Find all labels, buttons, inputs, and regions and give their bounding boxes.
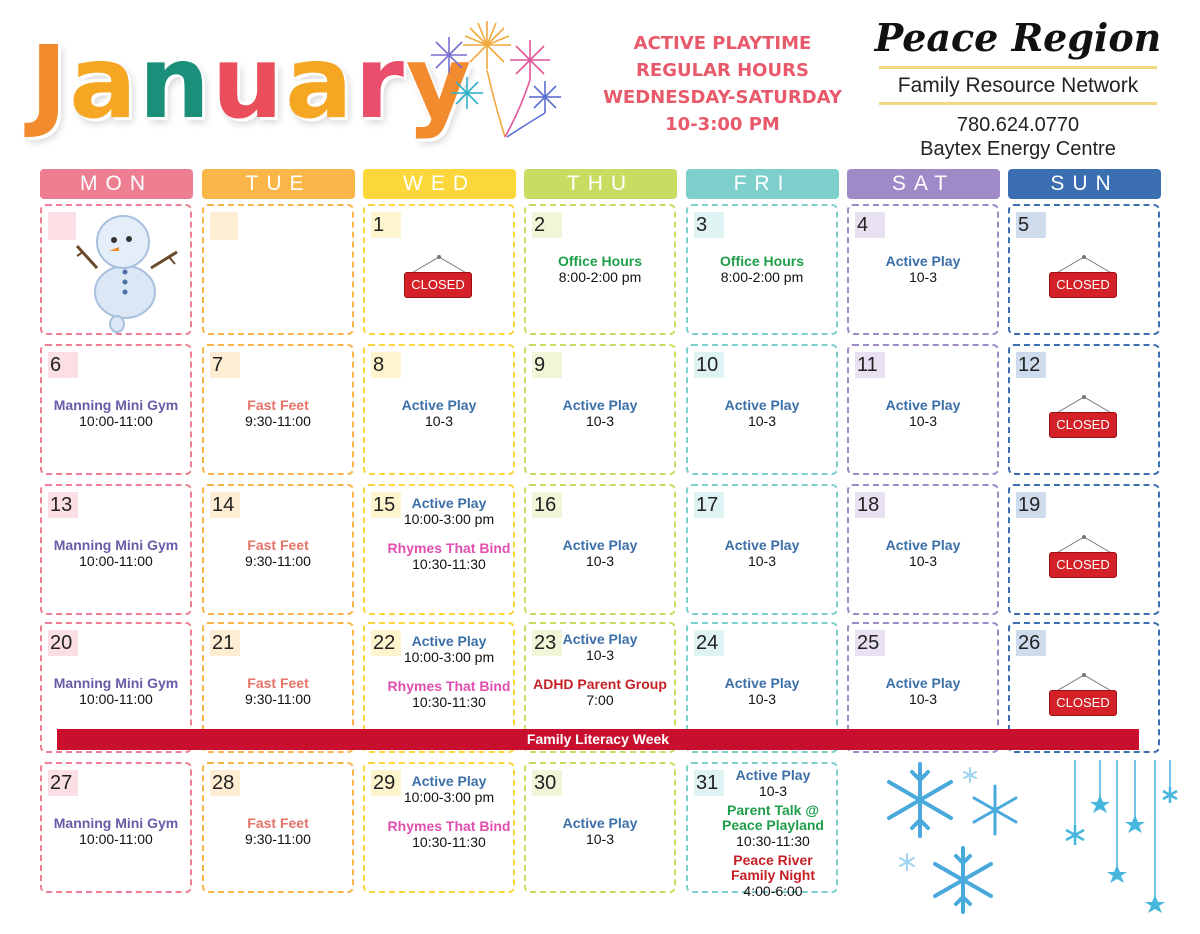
day-cell — [202, 484, 354, 615]
event-title: Active Play — [411, 633, 487, 649]
event-list — [42, 538, 190, 569]
day-cell — [363, 204, 515, 335]
closed-sign — [404, 254, 474, 298]
event-list — [526, 254, 674, 285]
brand-name: Peace Region — [874, 15, 1162, 60]
month-letter: y — [405, 24, 474, 141]
brand-subtitle: Family Resource Network — [879, 66, 1157, 105]
event-time: 10-3 — [908, 269, 938, 285]
event-list — [688, 538, 836, 569]
snowman-icon — [75, 210, 185, 335]
event-time: 10-3 — [424, 413, 454, 429]
closed-label: CLOSED — [1049, 552, 1117, 578]
event-title: Office Hours — [719, 253, 804, 269]
month-letter: J — [30, 24, 70, 141]
month-letter: u — [211, 24, 286, 141]
event-time: 10-3 — [585, 647, 615, 663]
day-cell — [202, 344, 354, 475]
active-line: REGULAR HOURS — [636, 60, 809, 81]
event-time: 10-3 — [747, 553, 777, 569]
date-number: 25 — [855, 630, 885, 656]
event-time: 10:00-11:00 — [79, 691, 153, 707]
event-title: Active Play — [411, 773, 487, 789]
event-list — [526, 632, 674, 708]
family-literacy-week-banner: Family Literacy Week — [57, 729, 1139, 750]
hanging-stars-icon — [1055, 760, 1180, 930]
date-number: 21 — [210, 630, 240, 656]
date-number: 27 — [48, 770, 78, 796]
day-header-thu: THU — [524, 169, 677, 199]
event-list — [688, 398, 836, 429]
event-time: 10:00-3:00 pm — [403, 649, 495, 665]
event-title: Manning Mini Gym — [53, 397, 179, 413]
event-time: 10:00-11:00 — [79, 553, 153, 569]
date-number: 11 — [855, 352, 885, 378]
date-number: 2 — [532, 212, 562, 238]
event-time: 10-3 — [758, 783, 788, 799]
day-cell — [524, 484, 676, 615]
event-time: 8:00-2:00 pm — [720, 269, 804, 285]
day-header-sat: SAT — [847, 169, 1000, 199]
date-number: 16 — [532, 492, 562, 518]
event-title: Active Play — [885, 675, 961, 691]
month-letter: r — [354, 24, 406, 141]
event-title: Manning Mini Gym — [53, 815, 179, 831]
event-list — [526, 816, 674, 847]
date-number: 23 — [532, 630, 562, 656]
event-title: Fast Feet — [247, 537, 309, 553]
date-number: 12 — [1016, 352, 1046, 378]
event-list — [204, 676, 352, 707]
event-list — [42, 676, 190, 707]
day-cell — [1008, 344, 1160, 475]
snowflakes-icon — [875, 755, 1035, 920]
month-letter: a — [69, 24, 139, 141]
day-cell — [847, 344, 999, 475]
date-number: 20 — [48, 630, 78, 656]
event-time: 9:30-11:00 — [245, 553, 311, 569]
event-list — [42, 816, 190, 847]
event-list — [204, 538, 352, 569]
event-list — [204, 816, 352, 847]
date-number: 4 — [855, 212, 885, 238]
closed-label: CLOSED — [1049, 690, 1117, 716]
event-title: Active Play — [562, 815, 638, 831]
event-time: 10:30-11:30 — [412, 694, 486, 710]
date-number: 7 — [210, 352, 240, 378]
day-cell — [1008, 484, 1160, 615]
event-time: 7:00 — [586, 692, 614, 708]
date-number: 10 — [694, 352, 724, 378]
event-time: 9:30-11:00 — [245, 831, 311, 847]
event-title: Rhymes That Bind — [387, 540, 511, 556]
event-title: Active Play — [562, 537, 638, 553]
event-title: Active Play — [885, 537, 961, 553]
day-header-sun: SUN — [1008, 169, 1161, 199]
date-number: 18 — [855, 492, 885, 518]
event-title: Fast Feet — [247, 815, 309, 831]
date-number: 1 — [371, 212, 401, 238]
event-list — [849, 538, 997, 569]
day-cell — [847, 484, 999, 615]
day-cell — [1008, 204, 1160, 335]
event-time: 10:30-11:30 — [736, 833, 810, 849]
date-number: 9 — [532, 352, 562, 378]
active-line: WEDNESDAY-SATURDAY — [603, 87, 842, 108]
event-list — [688, 254, 836, 285]
event-time: 10:30-11:30 — [412, 556, 486, 572]
day-cell — [40, 484, 192, 615]
event-list — [710, 768, 836, 899]
location: Baytex Energy Centre — [920, 138, 1116, 160]
day-cell — [202, 762, 354, 893]
date-number: 28 — [210, 770, 240, 796]
date-number: 15 — [371, 492, 401, 518]
closed-sign — [1049, 534, 1119, 578]
phone-number: 780.624.0770 — [956, 114, 1080, 136]
closed-sign — [1049, 672, 1119, 716]
date-number: 22 — [371, 630, 401, 656]
event-time: 10:00-11:00 — [79, 831, 153, 847]
event-time: 10-3 — [585, 831, 615, 847]
date-number: 6 — [48, 352, 78, 378]
day-cell — [40, 344, 192, 475]
event-title: Peace River Family Night — [730, 852, 815, 883]
date-blank — [210, 212, 238, 240]
event-list — [42, 398, 190, 429]
event-title: Office Hours — [557, 253, 642, 269]
day-cell — [847, 204, 999, 335]
event-title: Active Play — [724, 537, 800, 553]
date-number: 19 — [1016, 492, 1046, 518]
day-cell — [363, 762, 515, 893]
event-time: 10:30-11:30 — [412, 834, 486, 850]
event-title: Active Play — [411, 495, 487, 511]
event-title: Active Play — [562, 397, 638, 413]
event-list — [385, 634, 513, 710]
day-header-mon: MON — [40, 169, 193, 199]
event-time: 10:00-3:00 pm — [403, 789, 495, 805]
day-cell — [686, 204, 838, 335]
day-header-tue: TUE — [202, 169, 355, 199]
date-number: 8 — [371, 352, 401, 378]
event-time: 10:00-3:00 pm — [403, 511, 495, 527]
event-time: 10-3 — [747, 691, 777, 707]
event-title: Fast Feet — [247, 397, 309, 413]
day-cell — [40, 762, 192, 893]
closed-sign — [1049, 394, 1119, 438]
event-list — [849, 398, 997, 429]
event-time: 10:00-11:00 — [79, 413, 153, 429]
month-title — [30, 18, 474, 148]
month-letter: n — [138, 24, 212, 141]
day-cell — [686, 762, 838, 899]
event-title: Manning Mini Gym — [53, 675, 179, 691]
closed-label: CLOSED — [404, 272, 472, 298]
date-number: 26 — [1016, 630, 1046, 656]
day-cell — [524, 762, 676, 893]
event-list — [849, 254, 997, 285]
event-list — [385, 496, 513, 572]
day-cell — [363, 344, 515, 475]
event-list — [849, 676, 997, 707]
day-cell — [202, 204, 354, 335]
date-number: 13 — [48, 492, 78, 518]
event-time: 8:00-2:00 pm — [558, 269, 642, 285]
day-cell — [524, 344, 676, 475]
day-header-fri: FRI — [686, 169, 839, 199]
event-time: 9:30-11:00 — [245, 691, 311, 707]
event-title: Rhymes That Bind — [387, 678, 511, 694]
event-list — [688, 676, 836, 707]
event-title: Active Play — [885, 397, 961, 413]
date-number: 5 — [1016, 212, 1046, 238]
active-playtime-notice — [590, 30, 855, 138]
day-cell — [363, 484, 515, 615]
event-title: Active Play — [724, 397, 800, 413]
date-number: 24 — [694, 630, 724, 656]
date-number: 30 — [532, 770, 562, 796]
brand-block — [868, 14, 1168, 161]
event-time: 10-3 — [908, 553, 938, 569]
event-time: 10-3 — [585, 553, 615, 569]
closed-label: CLOSED — [1049, 412, 1117, 438]
event-title: Fast Feet — [247, 675, 309, 691]
event-time: 9:30-11:00 — [245, 413, 311, 429]
date-blank — [48, 212, 76, 240]
event-title: Manning Mini Gym — [53, 537, 179, 553]
closed-label: CLOSED — [1049, 272, 1117, 298]
event-title: Active Play — [885, 253, 961, 269]
date-number: 14 — [210, 492, 240, 518]
closed-sign — [1049, 254, 1119, 298]
day-cell — [686, 344, 838, 475]
date-number: 3 — [694, 212, 724, 238]
event-title: Active Play — [401, 397, 477, 413]
active-line: ACTIVE PLAYTIME — [633, 33, 812, 54]
event-time: 4:00-6:00 — [743, 883, 803, 899]
event-title: Rhymes That Bind — [387, 818, 511, 834]
event-list — [365, 398, 513, 429]
event-list — [385, 774, 513, 850]
event-title: Active Play — [724, 675, 800, 691]
day-header-wed: WED — [363, 169, 516, 199]
event-title: ADHD Parent Group — [533, 676, 667, 692]
event-time: 10-3 — [908, 691, 938, 707]
date-number: 17 — [694, 492, 724, 518]
event-time: 10-3 — [908, 413, 938, 429]
event-time: 10-3 — [747, 413, 777, 429]
event-title: Active Play — [735, 767, 811, 783]
day-cell — [686, 484, 838, 615]
event-list — [526, 538, 674, 569]
month-letter: a — [285, 24, 355, 141]
active-line: 10-3:00 PM — [665, 114, 780, 135]
event-list — [526, 398, 674, 429]
event-list — [204, 398, 352, 429]
day-cell — [524, 204, 676, 335]
date-number: 29 — [371, 770, 401, 796]
date-number: 31 — [694, 770, 724, 796]
event-time: 10-3 — [585, 413, 615, 429]
fireworks-illustration — [425, 15, 575, 140]
event-title: Parent Talk @ Peace Playland — [722, 802, 824, 833]
event-title: Active Play — [562, 631, 638, 647]
